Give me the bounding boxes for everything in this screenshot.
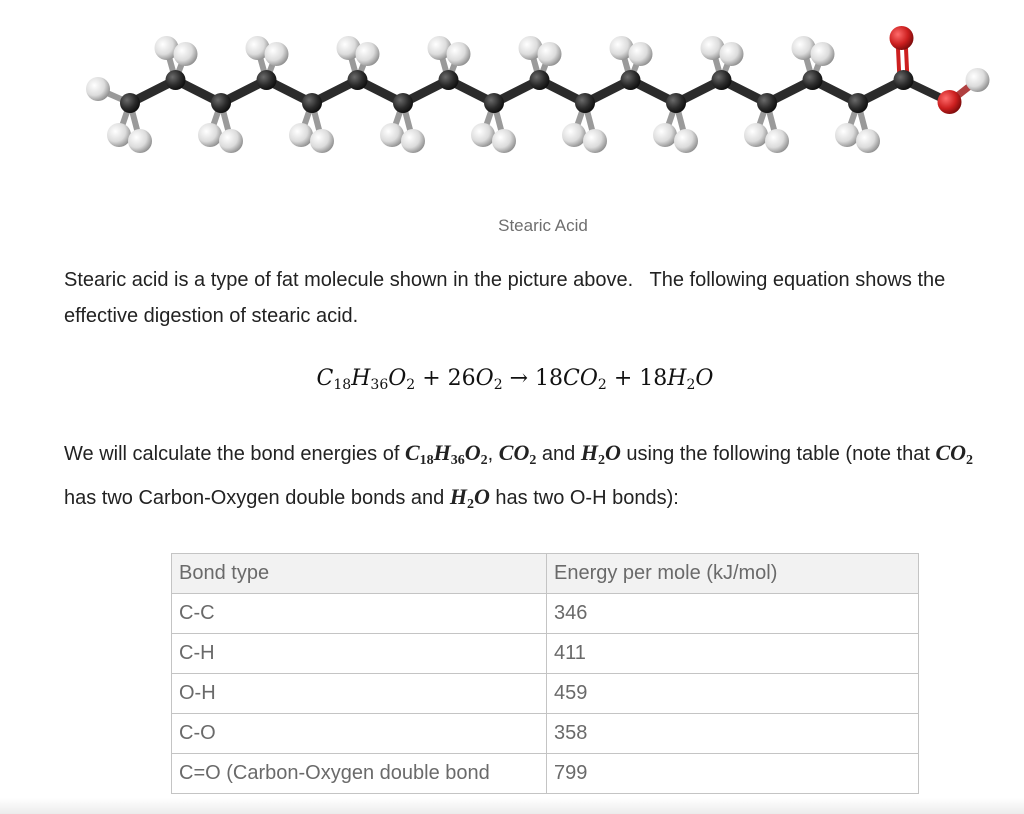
product-carbon-dioxide: $18CO_2$ (535, 366, 607, 393)
carbon-atom (712, 70, 732, 90)
carbon-atom (757, 93, 777, 113)
hydrogen-atom (356, 42, 380, 66)
stearic-acid-molecule-image (0, 0, 1024, 200)
hydrogen-atom (629, 42, 653, 66)
hydrogen-atom (492, 129, 516, 153)
hydrogen-atom (856, 129, 880, 153)
table-header-row (172, 554, 919, 594)
energy-cell: 346 (547, 594, 919, 634)
hydrogen-atom (107, 123, 131, 147)
hydrogen-atom (966, 68, 990, 92)
carbon-atom (393, 93, 413, 113)
hydrogen-atom (562, 123, 586, 147)
table-row (172, 714, 919, 754)
hydrogen-atom (835, 123, 859, 147)
hydrogen-atom (86, 77, 110, 101)
hydrogen-atom (265, 42, 289, 66)
figure-caption: Stearic Acid (498, 216, 588, 235)
hydrogen-atom (219, 129, 243, 153)
table-row (172, 634, 919, 674)
hydrogen-atom (310, 129, 334, 153)
hydrogen-atom (289, 123, 313, 147)
digestion-equation (0, 366, 1024, 393)
bond-type-cell: C=O (Carbon-Oxygen double bond (172, 754, 547, 794)
formula-h2o-note: $H_2O$ (449, 484, 490, 512)
carbon-atom (166, 70, 186, 90)
formula-stearic-acid: $C_{18}H_{36}O_2$ (404, 440, 488, 468)
hydrogen-atom (128, 129, 152, 153)
table-row (172, 754, 919, 794)
hydrogen-atom (765, 129, 789, 153)
hydrogen-atom (538, 42, 562, 66)
product-water: $18H_2O$ (639, 366, 714, 393)
bond-type-cell: C-O (172, 714, 547, 754)
carbon-atom (257, 70, 277, 90)
bond-type-cell: C-H (172, 634, 547, 674)
energy-cell: 799 (547, 754, 919, 794)
hydrogen-atom (811, 42, 835, 66)
carbon-atom (621, 70, 641, 90)
page-bottom-edge (0, 798, 1024, 814)
carbon-atom (348, 70, 368, 90)
intro-paragraph: Stearic acid is a type of fat molecule shown in the picture above. The following equation shows the effective digestion of stearic acid. (64, 269, 946, 327)
carbon-atom (530, 70, 550, 90)
energy-cell: 459 (547, 674, 919, 714)
formula-co2: $CO_2$ (498, 440, 537, 468)
plus-sign: + (422, 366, 441, 391)
hydrogen-atom (447, 42, 471, 66)
carbon-atom (666, 93, 686, 113)
carbon-atom (803, 70, 823, 90)
carbon-atom (484, 93, 504, 113)
header-bond-type: Bond type (172, 554, 547, 594)
method-paragraph: We will calculate the bond energies of $C_{18}H_{36}O_2$, $CO_2$ and $H_2O$ using the following table (note that $CO_2$ has two Carbon-Oxygen double bonds and $H_2O$ has two O-H bonds): (64, 440, 974, 512)
bond-type-cell: O-H (172, 674, 547, 714)
reactant-oxygen: $26O_2$ (447, 366, 503, 393)
hydrogen-atom (380, 123, 404, 147)
bond-energy-table (171, 553, 919, 794)
reaction-arrow: → (509, 366, 529, 391)
hydrogen-atom (174, 42, 198, 66)
oxygen-atom (938, 90, 962, 114)
energy-cell: 411 (547, 634, 919, 674)
table-row (172, 594, 919, 634)
carbon-atom (211, 93, 231, 113)
hydrogen-atom (471, 123, 495, 147)
carbon-atom (848, 93, 868, 113)
header-energy: Energy per mole (kJ/mol) (547, 554, 919, 594)
carbon-atom (575, 93, 595, 113)
carbon-atom (894, 70, 914, 90)
molecule-svg (0, 0, 1024, 200)
hydrogen-atom (401, 129, 425, 153)
hydrogen-atom (674, 129, 698, 153)
carbon-atom (120, 93, 140, 113)
hydrogen-atom (653, 123, 677, 147)
energy-cell: 358 (547, 714, 919, 754)
oxygen-atom (890, 26, 914, 50)
hydrogen-atom (583, 129, 607, 153)
bond-type-cell: C-C (172, 594, 547, 634)
hydrogen-atom (720, 42, 744, 66)
hydrogen-atom (744, 123, 768, 147)
formula-co2-note: $CO_2$ (935, 440, 974, 468)
formula-h2o: $H_2O$ (580, 440, 621, 468)
carbon-atom (439, 70, 459, 90)
carbon-atom (302, 93, 322, 113)
reactant-stearic-acid: $C_{18}H_{36}O_2$ (316, 366, 416, 393)
plus-sign-2: + (613, 366, 633, 391)
table-row (172, 674, 919, 714)
molecule-atoms (86, 26, 990, 153)
hydrogen-atom (198, 123, 222, 147)
